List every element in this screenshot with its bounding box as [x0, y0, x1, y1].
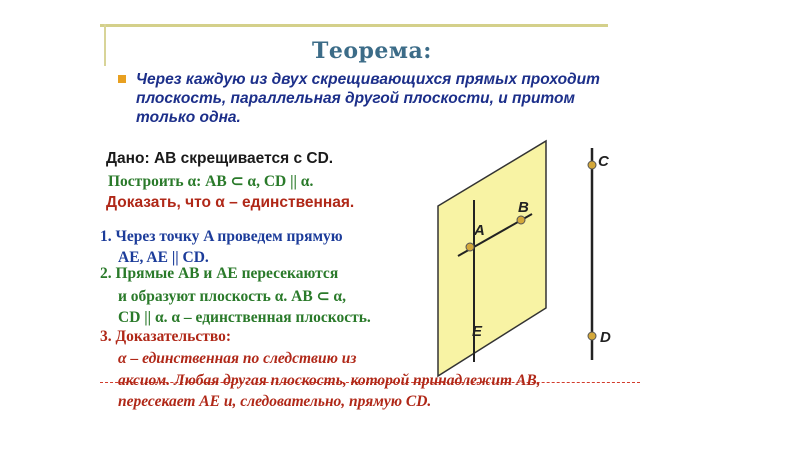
label-c: C	[598, 153, 609, 170]
label-b: B	[518, 199, 529, 216]
step-2-line-3: CD || α. α – единственная плоскость.	[118, 309, 371, 326]
given-text: Дано: AB скрещивается с CD.	[106, 150, 334, 167]
label-d: D	[600, 329, 611, 346]
step-3-line-4: пересекает AE и, следовательно, прямую CD.	[118, 393, 432, 410]
plane-alpha	[438, 141, 546, 376]
prove-text: Доказать, что α – единственная.	[106, 194, 355, 211]
step-3-line-1: 3. Доказательство:	[100, 328, 231, 345]
step-1-line-1: 1. Через точку A проведем прямую	[100, 228, 343, 245]
step-2-line-2: и образуют плоскость α. AB ⊂ α,	[118, 288, 346, 305]
label-a: A	[474, 222, 485, 239]
point-c	[588, 161, 596, 169]
step-3-line-3: аксиом. Любая другая плоскость, которой принадлежит AB,	[118, 372, 541, 389]
point-b	[517, 216, 525, 224]
label-e: E	[472, 323, 483, 340]
step-3-line-2: α – единственная по следствию из	[118, 350, 357, 367]
point-a	[466, 243, 474, 251]
build-text: Построить α: AB ⊂ α, CD || α.	[108, 173, 314, 190]
theorem-text: Через каждую из двух скрещивающихся прямых проходит плоскость, параллельная другой плоскости, и притом только одна.	[136, 71, 600, 126]
page-title: Теорема:	[312, 38, 432, 64]
step-2-line-1: 2. Прямые AB и AE пересекаются	[100, 265, 339, 282]
point-d	[588, 332, 596, 340]
step-1-line-2: AE, AE || CD.	[118, 249, 209, 266]
